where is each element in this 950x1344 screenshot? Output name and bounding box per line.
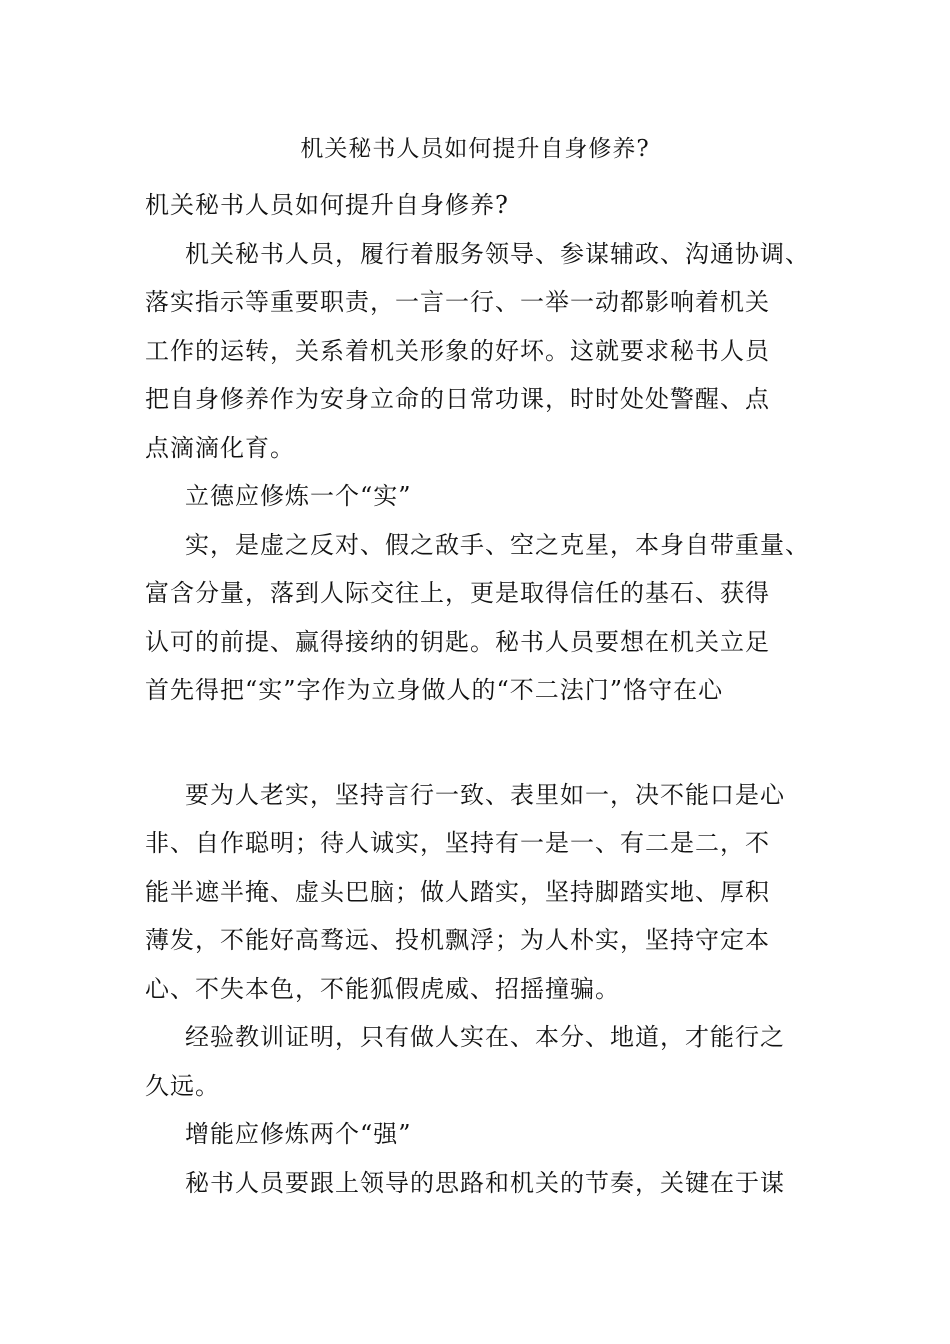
section-heading-1: 立德应修炼一个“实” — [185, 482, 412, 510]
paragraph-line: 认可的前提、赢得接纳的钥匙。秘书人员要想在机关立足 — [145, 627, 770, 656]
paragraph-line: 秘书人员要跟上领导的思路和机关的节奏，关键在于谋 — [185, 1168, 785, 1197]
document-body — [145, 181, 825, 1207]
paragraph-line: 富含分量，落到人际交往上，更是取得信任的基石、获得 — [145, 579, 770, 607]
intro-line: 工作的运转，关系着机关形象的好坏。这就要求秘书人员 — [145, 336, 770, 365]
paragraph-line: 非、自作聪明；待人诚实，坚持有一是一、有二是二，不 — [145, 829, 770, 857]
document-subtitle: 机关秘书人员如何提升自身修养? — [145, 191, 509, 219]
section-heading-2: 增能应修炼两个“强” — [185, 1120, 412, 1148]
intro-line: 点滴滴化育。 — [145, 433, 295, 462]
paragraph-line: 首先得把“实”字作为立身做人的“不二法门”恪守在心 — [145, 676, 724, 704]
paragraph-line: 实，是虚之反对、假之敌手、空之克星，本身自带重量、 — [185, 530, 810, 559]
paragraph-gap — [145, 715, 825, 771]
paragraph-line: 久远。 — [145, 1071, 220, 1100]
paragraph-line: 薄发，不能好高骛远、投机飘浮；为人朴实，坚持守定本 — [145, 926, 770, 954]
intro-line: 把自身修养作为安身立命的日常功课，时时处处警醒、点 — [145, 385, 770, 413]
paragraph-line: 经验教训证明，只有做人实在、本分、地道，才能行之 — [185, 1023, 785, 1051]
section1-paragraph-2 — [145, 771, 825, 1014]
paragraph-line: 心、不失本色，不能狐假虎威、招摇撞骗。 — [145, 974, 620, 1003]
intro-paragraph — [145, 230, 825, 473]
paragraph-line: 能半遮半掩、虚头巴脑；做人踏实，坚持脚踏实地、厚积 — [145, 877, 770, 906]
section2-paragraph-1 — [145, 1159, 825, 1208]
section1-paragraph-1 — [145, 521, 825, 715]
intro-line: 机关秘书人员，履行着服务领导、参谋辅政、沟通协调、 — [185, 239, 810, 268]
section1-paragraph-3 — [145, 1013, 825, 1110]
intro-line: 落实指示等重要职责，一言一行、一举一动都影响着机关 — [145, 288, 770, 316]
document-title: 机关秘书人员如何提升自身修养? — [300, 136, 650, 162]
paragraph-line: 要为人老实，坚持言行一致、表里如一，决不能口是心 — [185, 780, 785, 809]
